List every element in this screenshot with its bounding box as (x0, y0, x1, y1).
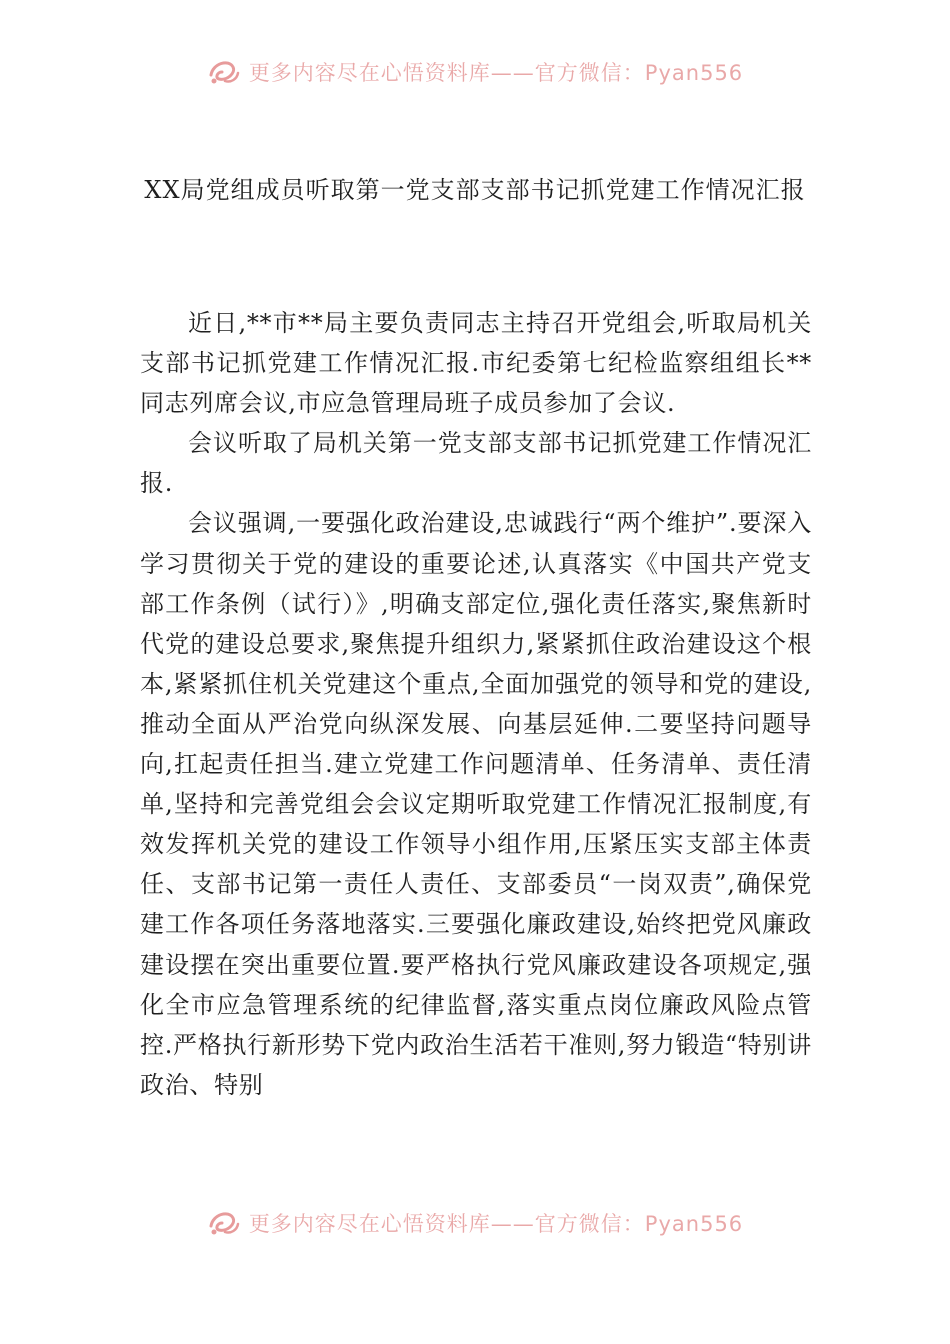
footer-watermark (0, 1203, 950, 1243)
document-body (140, 303, 812, 1105)
paragraph-1: 近日,**市**局主要负责同志主持召开党组会,听取局机关支部书记抓党建工作情况汇报.市纪委第七纪检监察组组长**同志列席会议,市应急管理局班子成员参加了会议. (140, 309, 812, 418)
swirl-logo-icon (207, 57, 241, 87)
paragraph-2: 会议听取了局机关第一党支部支部书记抓党建工作情况汇报. (140, 429, 812, 498)
document-title: XX局党组成员听取第一党支部支部书记抓党建工作情况汇报 (144, 176, 806, 204)
swirl-logo-icon (207, 1208, 241, 1238)
watermark-text: 更多内容尽在心悟资料库——官方微信：Pyan556 (248, 1212, 744, 1236)
paragraph-3: 会议强调,一要强化政治建设,忠诚践行“两个维护”.要深入学习贯彻关于党的建设的重要论述,认真落实《中国共产党支部工作条例（试行）》,明确支部定位,强化责任落实,聚焦新时代党的建设总要求,聚焦提升组织力,紧紧抓住政治建设这个根本,紧紧抓住机关党建这个重点,全面加强党的领导和党的建设,推动全面从严治党向纵深发展、向基层延伸.二要坚持问题导向,扛起责任担当.建立党建工作问题清单、任务清单、责任清单,坚持和完善党组会会议定期听取党建工作情况汇报制度,有效发挥机关党的建设工作领导小组作用,压紧压实支部主体责任、支部书记第一责任人责任、支部委员“一岗双责”,确保党建工作各项任务落地落实.三要强化廉政建设,始终把党风廉政建设摆在突出重要位置.要严格执行党风廉政建设各项规定,强化全市应急管理系统的纪律监督,落实重点岗位廉政风险点管控.严格执行新形势下党内政治生活若干准则,努力锻造“特别讲政治、特别 (140, 509, 812, 1099)
header-watermark (0, 52, 950, 92)
watermark-text: 更多内容尽在心悟资料库——官方微信：Pyan556 (248, 61, 744, 85)
